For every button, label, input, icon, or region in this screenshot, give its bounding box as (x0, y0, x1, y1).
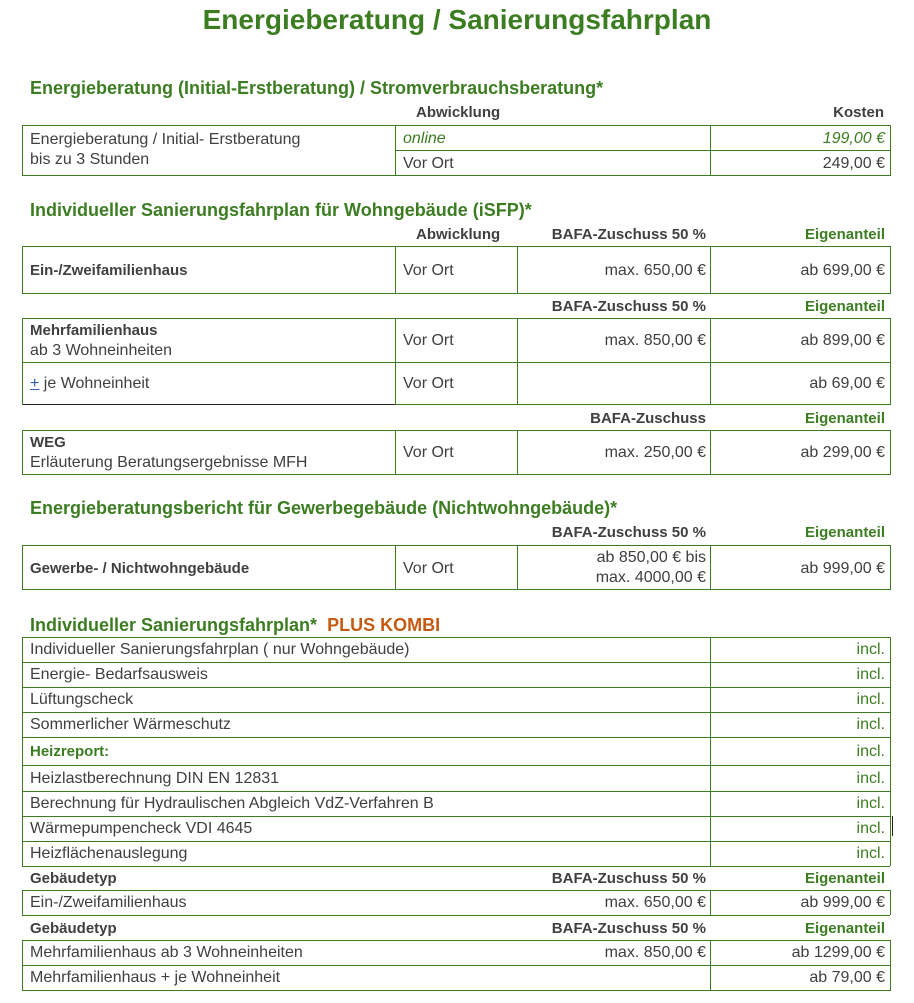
gebaeudetyp-header: Gebäudetyp (30, 870, 117, 887)
heizreport-label: Heizreport: (30, 743, 110, 760)
kombi-item-label: Wärmepumpencheck VDI 4645 (30, 820, 253, 837)
mfh-label: Mehrfamilienhaus (30, 322, 158, 339)
price-online: 199,00 € (822, 130, 885, 147)
price-vorort: 249,00 € (822, 155, 885, 172)
kombi-item-value: incl. (856, 795, 885, 812)
kombi-efh-eigen: ab 999,00 € (800, 894, 885, 911)
kombi-item-value: incl. (856, 845, 885, 862)
col-header-eigenanteil: Eigenanteil (804, 870, 885, 887)
mfh-bafa: max. 850,00 € (604, 332, 706, 349)
kombi-item-value: incl. (856, 770, 885, 787)
page-title: Energieberatung / Sanierungsfahrplan (202, 4, 712, 35)
col-header-eigenanteil: Eigenanteil (804, 920, 885, 937)
col-header-bafa: BAFA-Zuschuss 50 % (551, 920, 706, 937)
kombi-mfh-eigen: ab 1299,00 € (791, 944, 885, 961)
kombi-item-label: Sommerlicher Wärmeschutz (30, 716, 231, 733)
mfh-sublabel: ab 3 Wohneinheiten (30, 342, 173, 359)
kombi-efh-bafa: max. 650,00 € (604, 894, 706, 911)
kombi-item-value: incl. (856, 743, 885, 760)
col-header-bafa: BAFA-Zuschuss 50 % (551, 298, 706, 315)
kombi-item-label: Individueller Sanierungsfahrplan ( nur Wohngebäude) (30, 641, 410, 658)
wohneinheit-label (30, 375, 149, 393)
gewerbe-bafa-line1: ab 850,00 € bis (596, 549, 706, 566)
wohneinheit-eigen: ab 69,00 € (809, 375, 885, 392)
wohneinheit-text: je Wohneinheit (39, 375, 150, 392)
efh-eigen: ab 699,00 € (800, 262, 885, 279)
section-heading-kombi (30, 615, 440, 636)
col-header-bafa: BAFA-Zuschuss 50 % (551, 226, 706, 243)
plus-marker: + (30, 375, 40, 392)
gewerbe-bafa-line2: max. 4000,00 € (595, 569, 706, 586)
col-header-bafa: BAFA-Zuschuss (590, 410, 706, 427)
kombi-item-value: incl. (856, 666, 885, 683)
gewerbe-mode: Vor Ort (403, 560, 454, 577)
kombi-title: Individueller Sanierungsfahrplan* (30, 615, 318, 635)
section-heading-isfp: Individueller Sanierungsfahrplan für Wohngebäude (iSFP)* (30, 200, 532, 220)
col-header-kosten: Kosten (833, 104, 884, 121)
col-header-abwicklung: Abwicklung (416, 226, 501, 243)
mfh-mode: Vor Ort (403, 332, 454, 349)
col-header-bafa: BAFA-Zuschuss 50 % (551, 870, 706, 887)
kombi-item-label: Lüftungscheck (30, 691, 134, 708)
kombi-efh-label: Ein-/Zweifamilienhaus (30, 894, 187, 911)
kombi-item-label: Heizflächenauslegung (30, 845, 188, 862)
kombi-item-value: incl. (856, 716, 885, 733)
kombi-mfh-label: Mehrfamilienhaus ab 3 Wohneinheiten (30, 944, 303, 961)
section-heading-gewerbe: Energieberatungsbericht für Gewerbegebäude (Nichtwohngebäude)* (30, 498, 618, 518)
section-heading-erstberatung: Energieberatung (Initial-Erstberatung) / Stromverbrauchsberatung* (30, 78, 604, 98)
gebaeudetyp-header: Gebäudetyp (30, 920, 117, 937)
kombi-mfh-bafa: max. 850,00 € (604, 944, 706, 961)
gewerbe-eigen: ab 999,00 € (800, 560, 885, 577)
kombi-item-value: incl. (856, 820, 885, 837)
kombi-we-label: Mehrfamilienhaus + je Wohneinheit (30, 969, 281, 986)
col-header-abwicklung: Abwicklung (416, 104, 501, 121)
efh-mode: Vor Ort (403, 262, 454, 279)
kombi-item-value: incl. (856, 691, 885, 708)
weg-mode: Vor Ort (403, 444, 454, 461)
kombi-item-label: Heizlastberechnung DIN EN 12831 (30, 770, 280, 787)
mode-online: online (403, 130, 446, 147)
wohneinheit-mode: Vor Ort (403, 375, 454, 392)
col-header-eigenanteil: Eigenanteil (804, 226, 885, 243)
kombi-item-label: Energie- Bedarfsausweis (30, 666, 208, 683)
mode-vorort: Vor Ort (403, 155, 454, 172)
mfh-eigen: ab 899,00 € (800, 332, 885, 349)
kombi-item-label: Berechnung für Hydraulischen Abgleich VdZ-Verfahren B (30, 795, 434, 812)
kombi-item-value: incl. (856, 641, 885, 658)
col-header-eigenanteil: Eigenanteil (804, 298, 885, 315)
efh-bafa: max. 650,00 € (604, 262, 706, 279)
weg-eigen: ab 299,00 € (800, 444, 885, 461)
weg-label: WEG (30, 434, 66, 451)
efh-label: Ein-/Zweifamilienhaus (30, 262, 188, 279)
kombi-we-eigen: ab 79,00 € (809, 969, 885, 986)
weg-bafa: max. 250,00 € (604, 444, 706, 461)
gewerbe-label: Gewerbe- / Nichtwohngebäude (30, 560, 250, 577)
erstberatung-label: Energieberatung / Initial- Erstberatung (30, 131, 301, 148)
weg-sublabel: Erläuterung Beratungsergebnisse MFH (30, 454, 308, 471)
plus-kombi-label: PLUS KOMBI (327, 615, 441, 635)
col-header-bafa: BAFA-Zuschuss 50 % (551, 524, 706, 541)
col-header-eigenanteil: Eigenanteil (804, 410, 885, 427)
erstberatung-sublabel: bis zu 3 Stunden (30, 151, 150, 168)
col-header-eigenanteil: Eigenanteil (804, 524, 885, 541)
